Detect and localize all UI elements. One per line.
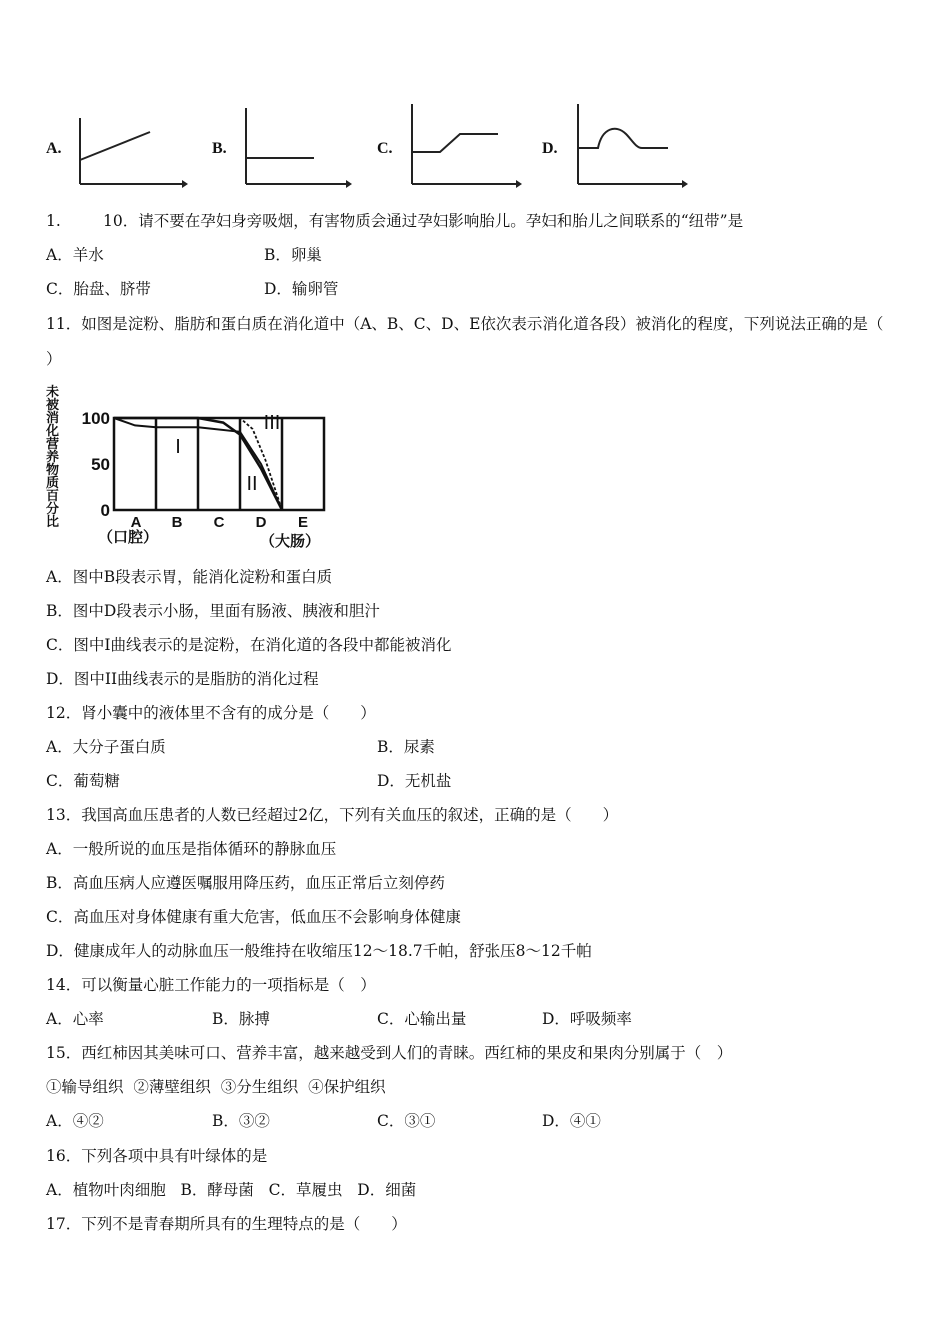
option-b-label: B.: [212, 140, 227, 157]
axis-arrow: [182, 180, 188, 188]
option-a-label: A.: [46, 140, 62, 157]
digestion-chart: [46, 386, 346, 552]
question-11-option-d: D．图中II曲线表示的是脂肪的消化过程: [46, 670, 319, 688]
question-12-option-c: C．葡萄糖: [46, 772, 120, 790]
axis-arrow: [346, 180, 352, 188]
y-tick-label: 0: [100, 501, 110, 520]
question-11-option-c: C．图中I曲线表示的是淀粉，在消化道的各段中都能被消化: [46, 636, 452, 654]
question-13-option-c: C．高血压对身体健康有重大危害，低血压不会影响身体健康: [46, 908, 461, 926]
question-11-option-a: A．图中B段表示胃，能消化淀粉和蛋白质: [46, 568, 333, 586]
category-label: D: [255, 514, 267, 531]
question-12-option-d: D．无机盐: [377, 772, 452, 790]
question-15-stem: 15．西红柿因其美味可口、营养丰富，越来越受到人们的青睐。西红柿的果皮和果肉分别属于（ ）: [46, 1044, 733, 1062]
option-d-label: D.: [542, 140, 558, 157]
chart-ylabel: 未被消化营养物质百分比: [46, 385, 60, 530]
y-tick-label: 50: [91, 455, 110, 474]
question-15-option-a: A．④②: [46, 1112, 104, 1130]
question-14-stem: 14．可以衡量心脏工作能力的一项指标是（ ）: [46, 976, 376, 994]
question-15-option-b: B．③②: [212, 1112, 270, 1130]
curve-peak: [578, 129, 668, 148]
category-label: C: [213, 514, 225, 531]
question-16-stem: 16．下列各项中具有叶绿体的是: [46, 1147, 268, 1165]
question-17-stem: 17．下列不是青春期所具有的生理特点的是（ ）: [46, 1215, 407, 1233]
series-label-III: III: [263, 412, 281, 435]
question-12-option-b: B．尿素: [377, 738, 435, 756]
option-c-label: C.: [377, 140, 393, 157]
question-13-stem: 13．我国高血压患者的人数已经超过2亿，下列有关血压的叙述，正确的是（ ）: [46, 806, 619, 824]
category-note-mouth: （口腔）: [97, 529, 159, 546]
question-10-option-c: C．胎盘、脐带: [46, 280, 151, 298]
question-11-stem-end: ）: [46, 350, 62, 368]
question-11-option-b: B．图中D段表示小肠，里面有肠液、胰液和胆汁: [46, 602, 380, 620]
question-16-options: A．植物叶肉细胞 B．酵母菌 C．草履虫 D．细菌: [46, 1181, 417, 1199]
category-label: B: [171, 514, 183, 531]
chart-plot: [46, 386, 346, 552]
category-label: E: [297, 514, 309, 531]
y-tick-label: 100: [81, 409, 110, 428]
question-10-option-d: D．输卵管: [264, 280, 339, 298]
question-12-option-a: A．大分子蛋白质: [46, 738, 166, 756]
category-label: A: [130, 514, 142, 531]
question-14-option-c: C．心输出量: [377, 1010, 467, 1028]
question-13-option-b: B．高血压病人应遵医嘱服用降压药，血压正常后立刻停药: [46, 874, 445, 892]
question-12-stem: 12．肾小囊中的液体里不含有的成分是（ ）: [46, 704, 376, 722]
curve-step-up: [412, 134, 498, 152]
option-b-graph: [236, 104, 356, 192]
question-15-option-c: C．③①: [377, 1112, 436, 1130]
option-d-graph: [568, 100, 692, 192]
question-15-tissues: ①输导组织 ②薄壁组织 ③分生组织 ④保护组织: [46, 1078, 386, 1096]
series-label-II: II: [246, 472, 258, 495]
question-14-option-d: D．呼吸频率: [542, 1010, 632, 1028]
curve-rising: [80, 132, 150, 160]
option-c-graph: [402, 100, 526, 192]
question-14-option-a: A．心率: [46, 1010, 104, 1028]
question-10-option-b: B．卵巢: [264, 246, 322, 264]
question-number-prefix: 1.: [46, 212, 61, 230]
question-14-option-b: B．脉搏: [212, 1010, 270, 1028]
question-10-option-a: A．羊水: [46, 246, 104, 264]
series-label-I: I: [175, 435, 181, 458]
question-10-stem: 10．请不要在孕妇身旁吸烟，有害物质会通过孕妇影响胎儿。孕妇和胎儿之间联系的“纽带”是: [103, 212, 744, 230]
axis-arrow: [516, 180, 522, 188]
option-a-graph: [70, 112, 190, 192]
question-13-option-a: A．一般所说的血压是指体循环的静脉血压: [46, 840, 337, 858]
question-15-option-d: D．④①: [542, 1112, 601, 1130]
axis-arrow: [682, 180, 688, 188]
question-13-option-d: D．健康成年人的动脉血压一般维持在收缩压12～18.7千帕，舒张压8～12千帕: [46, 942, 592, 960]
question-11-stem: 11．如图是淀粉、脂肪和蛋白质在消化道中（A、B、C、D、E依次表示消化道各段）被消化的程度，下列说法正确的是（: [46, 315, 884, 333]
chart-frame: [114, 418, 324, 510]
category-note-large-intestine: （大肠）: [259, 533, 321, 550]
